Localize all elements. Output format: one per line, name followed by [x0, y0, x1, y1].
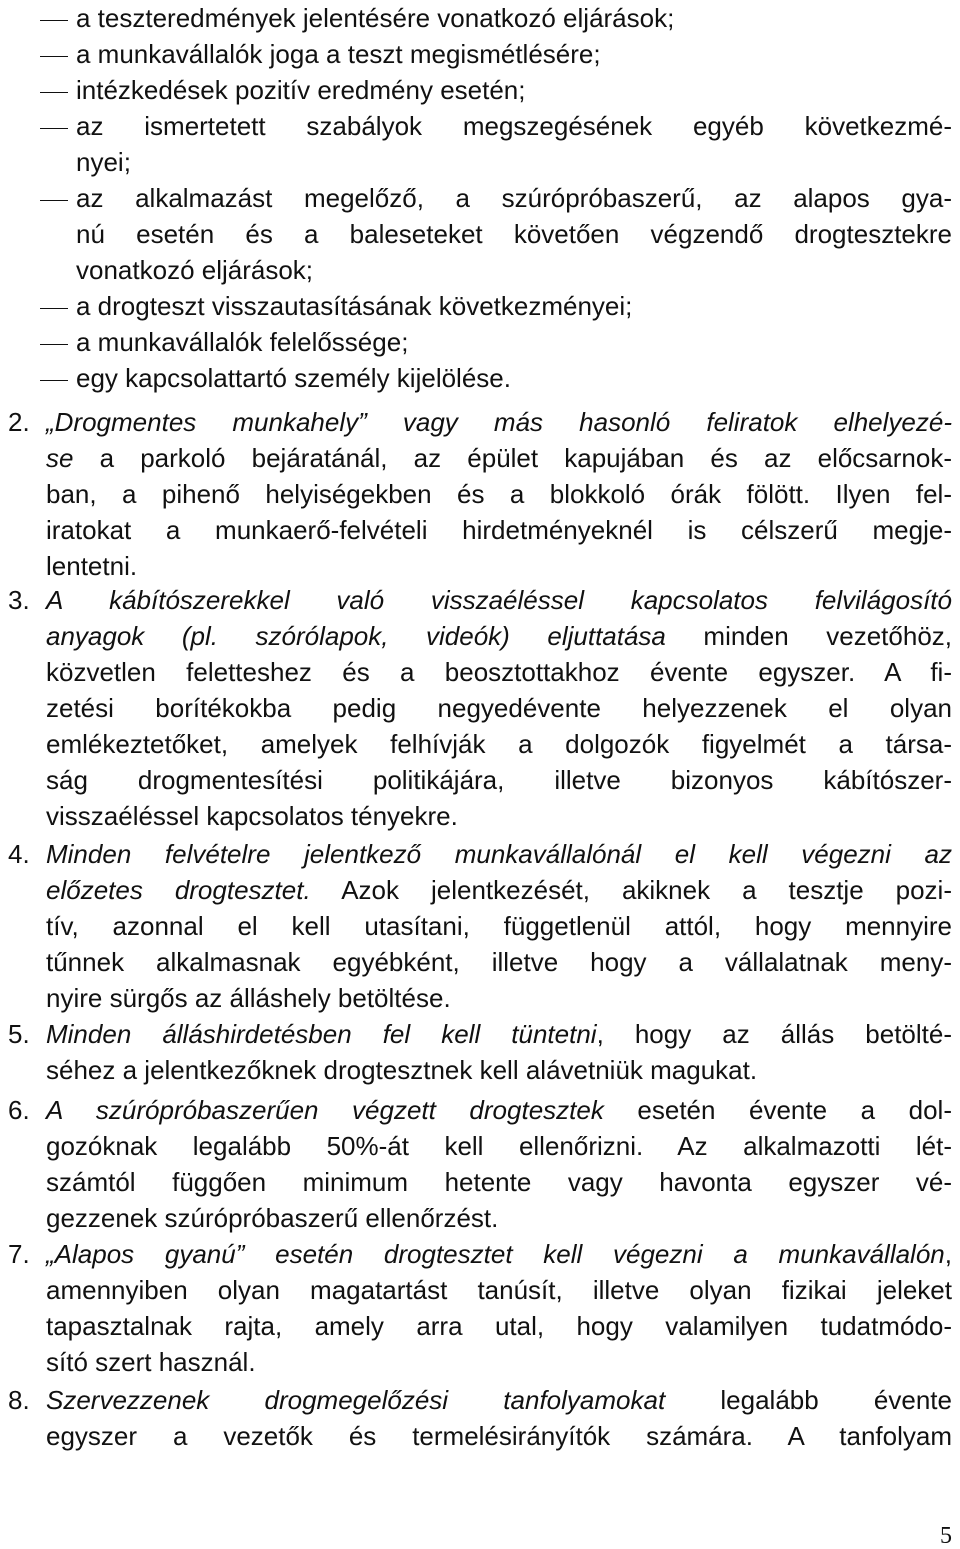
item-heading-cont: anyagok (pl. szórólapok, videók) eljuttatása	[46, 621, 666, 651]
item-text: Azok jelentkezését, akiknek a tesztje pozi-	[310, 875, 952, 905]
item-text: esetén évente a dol-	[603, 1095, 952, 1125]
item-line: emlékeztetőket, amelyek felhívják a dolgozók figyelmét a társa-	[46, 729, 952, 759]
item-line	[46, 440, 952, 476]
page-number: 5	[940, 1523, 952, 1549]
item-text: a parkoló bejáratánál, az épület kapujában és az előcsarnok-	[73, 443, 952, 473]
item-line	[46, 1382, 952, 1418]
item-line: tűnnek alkalmasnak egyébként, illetve hogy a vállalatnak meny-	[46, 947, 952, 977]
item-heading: Minden felvételre jelentkező munkavállalónál el kell végezni az	[46, 839, 952, 869]
item-line: séhez a jelentkezőknek drogtesztnek kell alávetniük magukat.	[46, 1055, 758, 1085]
item-line: lentetni.	[46, 551, 138, 581]
item-line: iratokat a munkaerő-felvételi hirdetményeknél is célszerű megje-	[46, 515, 952, 545]
dash-item-line: egy kapcsolattartó személy kijelölése.	[76, 363, 511, 393]
item-line	[46, 1016, 952, 1052]
dash-item-line: nyei;	[76, 147, 131, 177]
dash-item-line: az ismertetett szabályok megszegésének egyéb következmé-	[76, 111, 952, 141]
item-heading: „Alapos gyanú” esetén drogtesztet kell végezni a munkavállalón	[46, 1239, 945, 1269]
item-heading: A kábítószerekkel való visszaéléssel kapcsolatos felvilágosító	[46, 585, 952, 615]
dash-marker	[40, 380, 68, 381]
item-number: 2.	[8, 407, 30, 437]
item-line: ság drogmentesítési politikájára, illetve bizonyos kábítószer-	[46, 765, 952, 795]
item-line: tapasztalnak rajta, amely arra utal, hogy valamilyen tudatmódo-	[46, 1311, 952, 1341]
dash-item-line: a drogteszt visszautasításának következményei;	[76, 291, 633, 321]
item-line: sító szert használ.	[46, 1347, 256, 1377]
item-heading: A szúrópróbaszerűen végzett drogtesztek	[46, 1095, 604, 1125]
dash-item-line: a teszteredmények jelentésére vonatkozó eljárások;	[76, 3, 675, 33]
dash-item-line: a munkavállalók joga a teszt megismétlésére;	[76, 39, 601, 69]
item-text: , hogy az állás betölté-	[596, 1019, 952, 1049]
item-line	[46, 1236, 952, 1272]
dash-item-line: intézkedések pozitív eredmény esetén;	[76, 75, 526, 105]
item-heading: Minden álláshirdetésben fel kell tüntetni	[46, 1019, 597, 1049]
dash-marker	[40, 20, 68, 21]
dash-marker	[40, 200, 68, 201]
dash-marker	[40, 92, 68, 93]
item-line: tív, azonnal el kell utasítani, függetlenül attól, hogy mennyire	[46, 911, 952, 941]
dash-item-line: vonatkozó eljárások;	[76, 255, 314, 285]
dash-item-line: nú esetén és a baleseteket követően végzendő drogtesztekre	[76, 219, 952, 249]
dash-item-line: a munkavállalók felelőssége;	[76, 327, 409, 357]
item-number: 8.	[8, 1385, 30, 1415]
dash-marker	[40, 128, 68, 129]
item-line: zetési borítékokba pedig negyedévente helyezzenek el olyan	[46, 693, 952, 723]
item-text: legalább évente	[665, 1385, 952, 1415]
item-heading-cont: se	[46, 443, 74, 473]
item-line: számtól függően minimum hetente vagy havonta egyszer vé-	[46, 1167, 952, 1197]
item-number: 6.	[8, 1095, 30, 1125]
item-line: gezzenek szúrópróbaszerű ellenőrzést.	[46, 1203, 499, 1233]
item-text: minden vezetőhöz,	[665, 621, 952, 651]
item-text: ,	[944, 1239, 952, 1269]
item-heading: „Drogmentes munkahely” vagy más hasonló feliratok elhelyezé-	[46, 407, 952, 437]
item-heading: Szervezzenek drogmegelőzési tanfolyamokat	[46, 1385, 666, 1415]
item-line: visszaéléssel kapcsolatos tényekre.	[46, 801, 458, 831]
item-number: 4.	[8, 839, 30, 869]
item-heading-cont: előzetes drogtesztet.	[46, 875, 311, 905]
dash-marker	[40, 56, 68, 57]
dash-marker	[40, 308, 68, 309]
dash-item-line: az alkalmazást megelőző, a szúrópróbaszerű, az alapos gya-	[76, 183, 952, 213]
item-number: 7.	[8, 1239, 30, 1269]
item-line: egyszer a vezetők és termelésirányítók számára. A tanfolyam	[46, 1421, 952, 1451]
item-line: gozóknak legalább 50%-át kell ellenőrizni. Az alkalmazotti lét-	[46, 1131, 952, 1161]
item-line	[46, 618, 952, 654]
item-line: nyire sürgős az álláshely betöltése.	[46, 983, 451, 1013]
item-line: ban, a pihenő helyiségekben és a blokkoló órák fölött. Ilyen fel-	[46, 479, 952, 509]
item-number: 3.	[8, 585, 30, 615]
item-line: amennyiben olyan magatartást tanúsít, illetve olyan fizikai jeleket	[46, 1275, 952, 1305]
item-line	[46, 1092, 952, 1128]
item-line	[46, 872, 952, 908]
item-number: 5.	[8, 1019, 30, 1049]
item-line: közvetlen feletteshez és a beosztottakhoz évente egyszer. A fi-	[46, 657, 952, 687]
dash-marker	[40, 344, 68, 345]
